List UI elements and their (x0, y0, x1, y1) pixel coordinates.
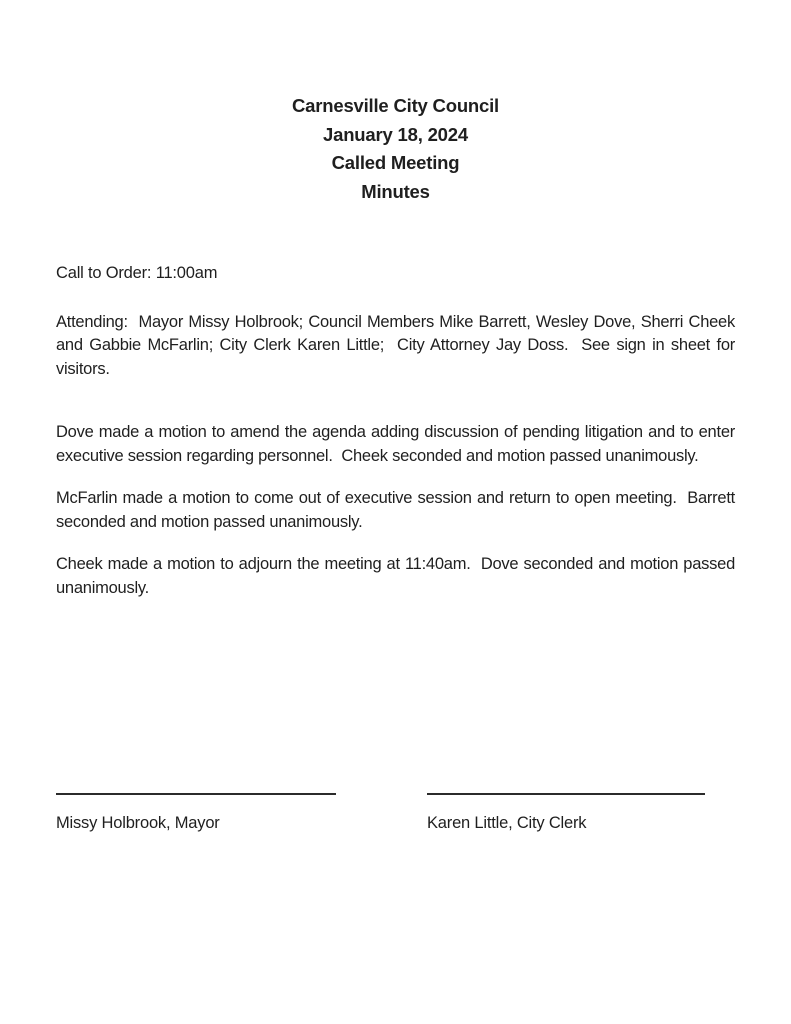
meeting-date: January 18, 2024 (323, 123, 468, 145)
attending-paragraph: Attending: Mayor Missy Holbrook; Council Members Mike Barrett, Wesley Dove, Sherri Cheek and Gabbie McFarlin; City Clerk Karen Little; City Attorney Jay Doss. See sign in sheet for visitors. (56, 312, 740, 378)
clerk-signature-block (427, 793, 705, 836)
doc-type: Minutes (361, 180, 430, 202)
motion-paragraph-3: Cheek made a motion to adjourn the meeting at 11:40am. Dove seconded and motion passed unanimously. (56, 555, 740, 597)
signature-section (56, 793, 735, 836)
mayor-signature-line (56, 793, 336, 795)
motion-paragraph-1: Dove made a motion to amend the agenda adding discussion of pending litigation and to enter executive session regarding personnel. Cheek seconded and motion passed unanimously. (56, 423, 740, 465)
mayor-signature-name: Missy Holbrook, Mayor (56, 814, 220, 832)
mayor-signature-block (56, 793, 336, 836)
motion-paragraph-2: McFarlin made a motion to come out of executive session and return to open meeting. Barrett seconded and motion passed unanimously. (56, 489, 740, 531)
document-title-block (56, 92, 735, 206)
org-name: Carnesville City Council (292, 95, 499, 116)
meeting-type: Called Meeting (331, 152, 460, 173)
call-to-order-line: Call to Order: 11:00am (56, 264, 218, 282)
clerk-signature-line (427, 793, 705, 795)
clerk-signature-name: Karen Little, City Clerk (427, 814, 587, 832)
